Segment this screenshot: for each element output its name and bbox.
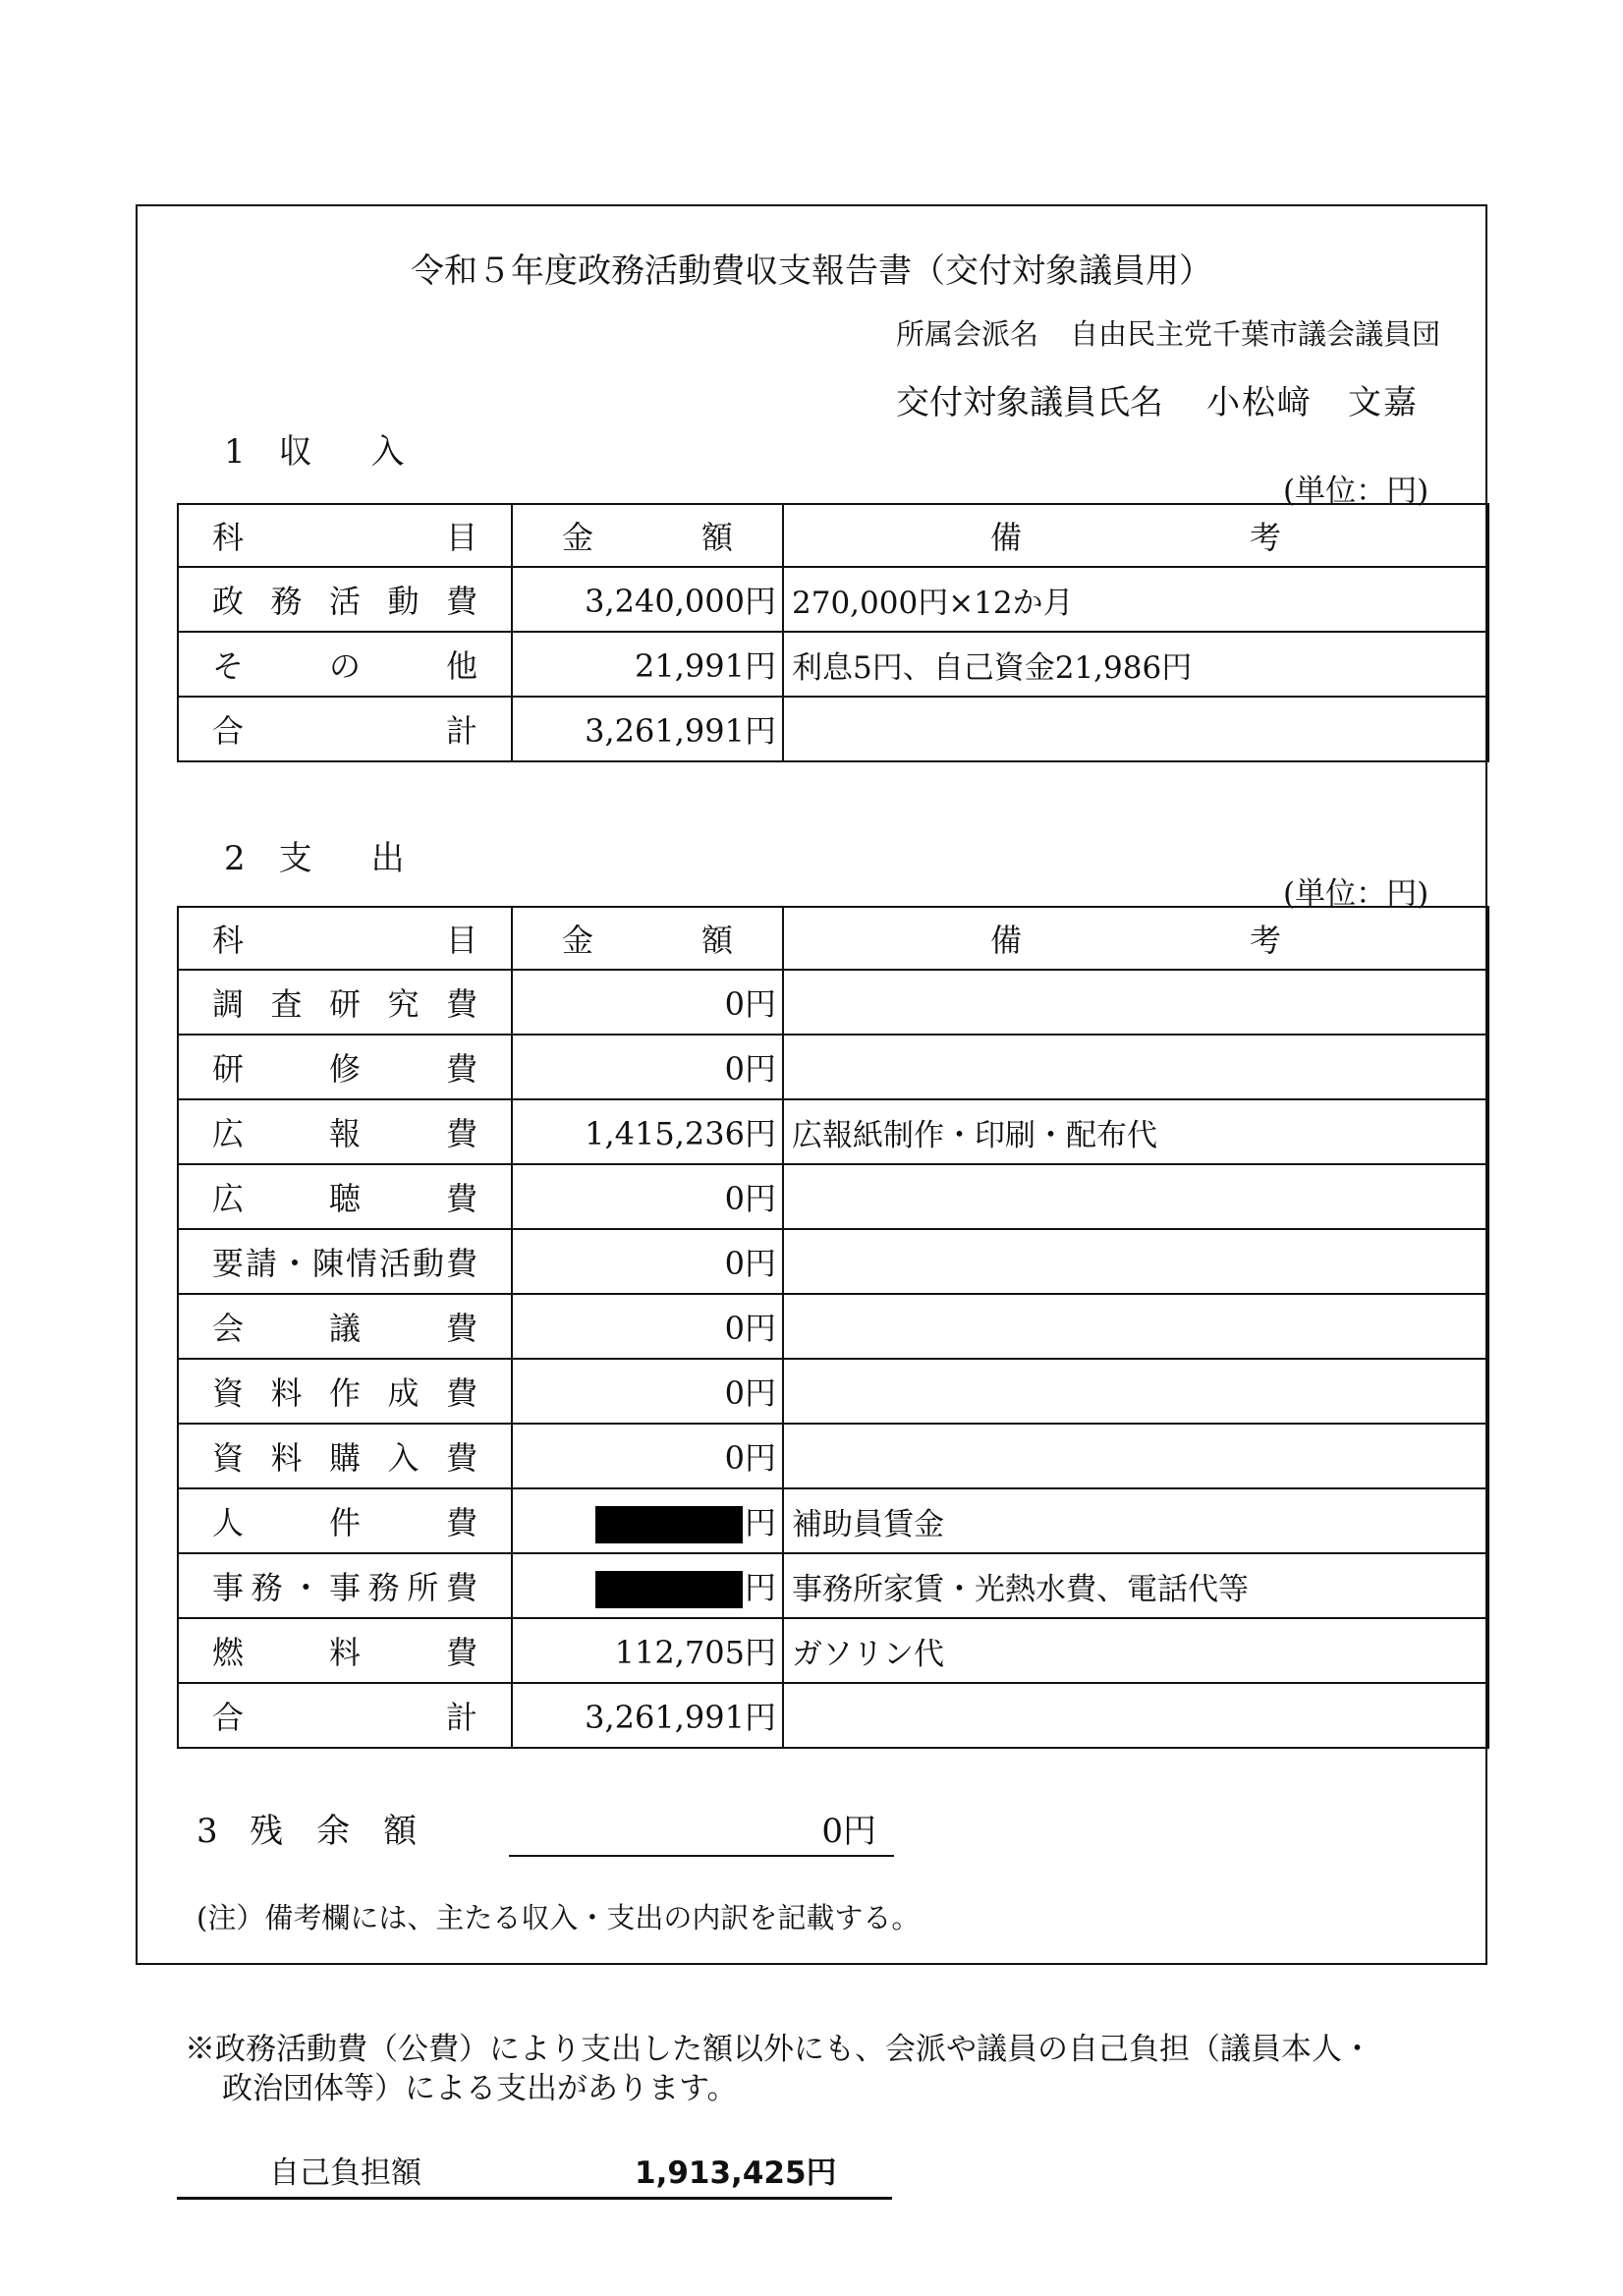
table-row bbox=[178, 1229, 1488, 1294]
table-row bbox=[178, 1294, 1488, 1359]
expense-header-row bbox=[178, 907, 1488, 970]
row-note: 補助員賃金 bbox=[783, 1488, 1488, 1553]
row-amount: 0円 bbox=[512, 1294, 783, 1359]
col-item-header: 科目 bbox=[178, 907, 512, 970]
report-title: 令和５年度政務活動費収支報告書（交付対象議員用） bbox=[411, 252, 1212, 291]
row-note bbox=[783, 1683, 1488, 1748]
row-item: 合計 bbox=[178, 1683, 512, 1748]
row-item: 広報費 bbox=[178, 1099, 512, 1164]
expense-number: 2 bbox=[224, 839, 246, 878]
faction-value: 自由民主党千葉市議会議員団 bbox=[1070, 317, 1441, 351]
row-note: 270,000円×12か月 bbox=[783, 567, 1488, 632]
self-burden-value: 1,913,425円 bbox=[635, 2156, 837, 2191]
table-row bbox=[178, 970, 1488, 1035]
row-item: 政務活動費 bbox=[178, 567, 512, 632]
col-amount-header bbox=[512, 907, 783, 970]
row-amount: 0円 bbox=[512, 1035, 783, 1099]
table-row bbox=[178, 567, 1488, 632]
table-row bbox=[178, 697, 1488, 761]
col-amount-header-text: 金 額 bbox=[562, 519, 733, 556]
row-item: 人件費 bbox=[178, 1488, 512, 1553]
table-row bbox=[178, 1164, 1488, 1229]
faction-line bbox=[896, 312, 1440, 353]
row-amount: 0円 bbox=[512, 1424, 783, 1488]
row-item: 調査研究費 bbox=[178, 970, 512, 1035]
expense-unit: (単位：円) bbox=[1283, 876, 1429, 912]
remark-line-1: ※政務活動費（公費）により支出した額以外にも、会派や議員の自己負担（議員本人・ bbox=[185, 2032, 1372, 2067]
income-table bbox=[177, 503, 1489, 762]
row-amount-text: 円 bbox=[744, 1503, 776, 1541]
income-header-row bbox=[178, 504, 1488, 567]
faction-label: 所属会派名 bbox=[896, 317, 1039, 351]
col-amount-header-text: 金 額 bbox=[562, 922, 733, 959]
col-note-header bbox=[783, 504, 1488, 567]
income-heading-text: 収入 bbox=[278, 432, 464, 472]
row-amount: 1,415,236円 bbox=[512, 1099, 783, 1164]
row-amount bbox=[512, 1488, 783, 1553]
row-note: 利息5円、自己資金21,986円 bbox=[783, 632, 1488, 697]
row-amount: 3,261,991円 bbox=[512, 697, 783, 761]
row-amount: 3,261,991円 bbox=[512, 1683, 783, 1748]
balance-number: 3 bbox=[196, 1812, 218, 1851]
self-burden-label: 自己負担額 bbox=[269, 2156, 421, 2191]
balance-line bbox=[196, 1804, 876, 1852]
row-amount: 0円 bbox=[512, 1164, 783, 1229]
col-item-header: 科目 bbox=[178, 504, 512, 567]
self-burden-line bbox=[269, 2148, 837, 2192]
expense-table bbox=[177, 906, 1489, 1749]
remark bbox=[185, 2030, 1372, 2108]
remark-line-2: 政治団体等）による支出があります。 bbox=[222, 2071, 738, 2106]
row-amount: 0円 bbox=[512, 1359, 783, 1424]
table-row bbox=[178, 1683, 1488, 1748]
income-unit: (単位：円) bbox=[1283, 474, 1429, 509]
member-line bbox=[896, 375, 1419, 423]
row-item: 資料作成費 bbox=[178, 1359, 512, 1424]
row-note: ガソリン代 bbox=[783, 1618, 1488, 1683]
table-row bbox=[178, 1035, 1488, 1099]
row-note bbox=[783, 1035, 1488, 1099]
row-amount: 112,705円 bbox=[512, 1618, 783, 1683]
balance-underline bbox=[509, 1855, 894, 1857]
row-amount bbox=[512, 1553, 783, 1618]
row-amount: 3,240,000円 bbox=[512, 567, 783, 632]
row-item: 資料購入費 bbox=[178, 1424, 512, 1488]
redaction-block bbox=[595, 1571, 743, 1608]
redaction-block bbox=[595, 1506, 743, 1543]
balance-value: 0円 bbox=[821, 1812, 876, 1851]
row-note: 事務所家賃・光熱水費、電話代等 bbox=[783, 1553, 1488, 1618]
table-row bbox=[178, 1099, 1488, 1164]
table-row bbox=[178, 1618, 1488, 1683]
row-note bbox=[783, 1359, 1488, 1424]
row-amount: 21,991円 bbox=[512, 632, 783, 697]
col-amount-header bbox=[512, 504, 783, 567]
row-note bbox=[783, 1424, 1488, 1488]
row-note bbox=[783, 1164, 1488, 1229]
row-item: 広聴費 bbox=[178, 1164, 512, 1229]
row-note: 広報紙制作・印刷・配布代 bbox=[783, 1099, 1488, 1164]
row-note bbox=[783, 1294, 1488, 1359]
col-note-header-text: 備 考 bbox=[990, 922, 1281, 959]
col-note-header bbox=[783, 907, 1488, 970]
row-item: 燃料費 bbox=[178, 1618, 512, 1683]
expense-heading-text: 支出 bbox=[278, 839, 464, 878]
row-item: その他 bbox=[178, 632, 512, 697]
col-note-header-text: 備 考 bbox=[990, 519, 1281, 556]
table-row bbox=[178, 1424, 1488, 1488]
self-burden-underline bbox=[177, 2197, 892, 2200]
table-row bbox=[178, 632, 1488, 697]
member-label: 交付対象議員氏名 bbox=[896, 383, 1163, 422]
row-note bbox=[783, 970, 1488, 1035]
row-amount: 0円 bbox=[512, 1229, 783, 1294]
row-item: 研修費 bbox=[178, 1035, 512, 1099]
footnote: (注）備考欄には、主たる収入・支出の内訳を記載する。 bbox=[196, 1901, 921, 1934]
row-amount: 0円 bbox=[512, 970, 783, 1035]
income-number: 1 bbox=[224, 432, 246, 472]
table-row bbox=[178, 1488, 1488, 1553]
table-row bbox=[178, 1553, 1488, 1618]
balance-label: 残余額 bbox=[250, 1812, 451, 1851]
row-amount-text: 円 bbox=[744, 1568, 776, 1606]
row-note bbox=[783, 697, 1488, 761]
row-item: 要請・陳情活動費 bbox=[178, 1229, 512, 1294]
row-item: 事務・事務所費 bbox=[178, 1553, 512, 1618]
member-value: 小松﨑 文嘉 bbox=[1206, 383, 1419, 422]
row-item: 合計 bbox=[178, 697, 512, 761]
row-note bbox=[783, 1229, 1488, 1294]
income-heading bbox=[224, 424, 464, 473]
table-row bbox=[178, 1359, 1488, 1424]
row-item: 会議費 bbox=[178, 1294, 512, 1359]
expense-heading bbox=[224, 831, 464, 879]
